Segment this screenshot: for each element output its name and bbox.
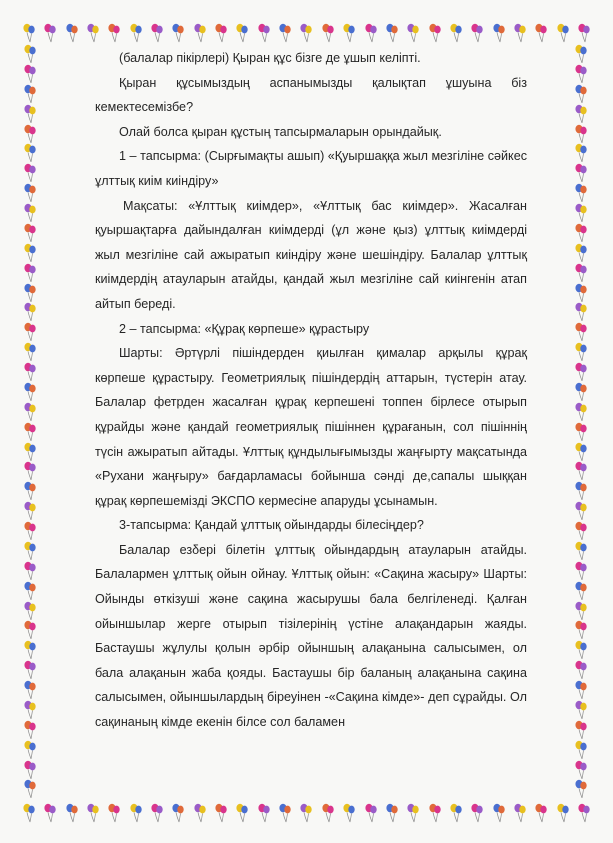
balloon-icon [23, 601, 37, 621]
balloon-icon [574, 541, 588, 561]
balloon-icon [574, 660, 588, 680]
balloon-icon [23, 183, 37, 203]
balloon-icon [235, 803, 249, 823]
balloon-icon [385, 23, 399, 43]
balloon-icon [574, 422, 588, 442]
balloon-icon [321, 23, 335, 43]
balloon-icon [574, 183, 588, 203]
balloon-icon [574, 64, 588, 84]
balloon-icon [129, 803, 143, 823]
balloon-icon [574, 163, 588, 183]
balloon-icon [23, 640, 37, 660]
balloon-icon [171, 803, 185, 823]
balloon-icon [574, 283, 588, 303]
balloon-icon [342, 803, 356, 823]
balloon-icon [23, 342, 37, 362]
balloon-icon [23, 720, 37, 740]
balloon-icon [22, 803, 36, 823]
balloon-icon [65, 23, 79, 43]
balloon-icon [406, 803, 420, 823]
balloon-icon [574, 243, 588, 263]
balloon-icon [574, 620, 588, 640]
balloon-icon [257, 23, 271, 43]
balloon-icon [574, 342, 588, 362]
balloon-icon [193, 803, 207, 823]
balloon-icon [107, 23, 121, 43]
balloon-icon [65, 803, 79, 823]
balloon-icon [43, 803, 57, 823]
balloon-icon [23, 680, 37, 700]
balloon-icon [23, 382, 37, 402]
balloon-icon [23, 223, 37, 243]
balloon-icon [574, 362, 588, 382]
balloon-icon [23, 461, 37, 481]
balloon-icon [23, 740, 37, 760]
balloon-icon [235, 23, 249, 43]
balloon-icon [23, 124, 37, 144]
balloon-icon [23, 481, 37, 501]
balloon-icon [22, 23, 36, 43]
balloon-icon [214, 23, 228, 43]
balloon-icon [171, 23, 185, 43]
balloon-icon [299, 23, 313, 43]
balloon-icon [574, 84, 588, 104]
document-body [95, 46, 527, 735]
balloon-icon [23, 581, 37, 601]
balloon-icon [23, 521, 37, 541]
paragraph-task-3-game: Балалар езδері білетін ұлттық ойындардың атауларын атайды. Балалармен ұлттық ойын ойнау. Ұлттық ойын: «Сақина жасыру» Шарты: Ойынды өткізуші және сақина жасырушы бала белгіленеді. Қалған ойыншылар жерге отырып тізілерінің үстіне алақандарын жаяды. Бастаушы жұлулы қолын әрбір ойыншың алақанына салысымен, ол бала алақанын жаба қояды. Бастаушы бір баланың алақанына сақина салысымен, ойыншылардың біреуінен -«Сақина кімде»- деп сұрайды. Ол сақинаның кімде екенін білсе сол баламен [95, 542, 527, 730]
paragraph-task-3-title: 3-тапсырма: Қандай ұлттық ойындарды білесіңдер? [119, 518, 424, 533]
balloon-icon [23, 541, 37, 561]
balloon-icon [23, 283, 37, 303]
paragraph-children-opinions: (балалар пікірлері) Қыран құс бізге де ұшып келіпті. [119, 51, 421, 65]
balloon-icon [23, 203, 37, 223]
balloon-icon [574, 601, 588, 621]
balloon-icon [574, 581, 588, 601]
balloon-icon [23, 84, 37, 104]
balloon-icon [574, 760, 588, 780]
balloon-icon [574, 501, 588, 521]
balloon-icon [150, 23, 164, 43]
balloon-icon [577, 23, 591, 43]
balloon-icon [23, 362, 37, 382]
balloon-icon [193, 23, 207, 43]
balloon-icon [364, 23, 378, 43]
balloon-icon [574, 143, 588, 163]
balloon-icon [23, 322, 37, 342]
balloon-icon [86, 803, 100, 823]
balloon-icon [342, 23, 356, 43]
paragraph-task-2-conditions: Шарты: Әртүрлі пішіндерден қиылған қималар арқылы құрақ көрпеше құрастыру. Геометриялық пішіндердің аттарын, түстерін атау. Балалар фетрден жасалған құрақ керпешені топпен бірлесе отырып құрайды және қандай геометриялық пішіннен құрағанын, сол пішіннің түсін ажыратып айтады. Ұлттық құндылығымызды жаңғырту мақсатында «Рухани жаңғыру» бағдарламасы бойынша сәнді де,сапалы шыққан құрақ көрпешемізді ЭКСПО кермесіне апаруды ұсынамын. [95, 346, 527, 508]
balloon-icon [23, 143, 37, 163]
balloon-icon [492, 803, 506, 823]
paragraph-task-1-title: 1 – тапсырма: (Сырғымақты ашып) «Қуыршаққа жыл мезгіліне сәйкес ұлттық киім киіндіру» [95, 149, 527, 188]
balloon-icon [129, 23, 143, 43]
paragraph-question-help: Қыран құсымыздың аспанымызды қалықтап ұшуына біз кемектесемізбе? [95, 75, 527, 115]
balloon-icon [150, 803, 164, 823]
balloon-icon [214, 803, 228, 823]
balloon-icon [574, 521, 588, 541]
balloon-icon [574, 680, 588, 700]
balloon-icon [574, 44, 588, 64]
balloon-icon [23, 104, 37, 124]
balloon-icon [299, 803, 313, 823]
balloon-icon [574, 104, 588, 124]
balloon-icon [574, 302, 588, 322]
balloon-icon [23, 779, 37, 799]
balloon-icon [428, 803, 442, 823]
balloon-icon [574, 720, 588, 740]
balloon-icon [574, 779, 588, 799]
balloon-icon [534, 803, 548, 823]
balloon-icon [449, 23, 463, 43]
balloon-icon [574, 442, 588, 462]
balloon-icon [23, 660, 37, 680]
balloon-icon [86, 23, 100, 43]
balloon-icon [556, 803, 570, 823]
balloon-icon [23, 243, 37, 263]
balloon-icon [23, 620, 37, 640]
balloon-icon [23, 302, 37, 322]
balloon-icon [23, 561, 37, 581]
decorative-border-top [22, 20, 591, 46]
balloon-icon [278, 803, 292, 823]
balloon-icon [556, 23, 570, 43]
balloon-icon [257, 803, 271, 823]
balloon-icon [385, 803, 399, 823]
balloon-icon [574, 124, 588, 144]
balloon-icon [513, 803, 527, 823]
balloon-icon [23, 64, 37, 84]
balloon-icon [449, 803, 463, 823]
paragraph-lets-do-tasks: Олай болса қыран құстың тапсырмаларын орындайық. [119, 124, 442, 139]
balloon-icon [574, 461, 588, 481]
balloon-icon [23, 700, 37, 720]
balloon-icon [574, 223, 588, 243]
balloon-icon [23, 163, 37, 183]
paragraph-task-2-title: 2 – тапсырма: «Құрақ көрпеше» құрастыру [119, 321, 370, 336]
balloon-icon [470, 23, 484, 43]
balloon-icon [43, 23, 57, 43]
balloon-icon [107, 803, 121, 823]
balloon-icon [574, 263, 588, 283]
balloon-icon [574, 322, 588, 342]
balloon-icon [574, 561, 588, 581]
balloon-icon [364, 803, 378, 823]
balloon-icon [492, 23, 506, 43]
decorative-border-left [18, 44, 42, 799]
balloon-icon [574, 740, 588, 760]
balloon-icon [23, 44, 37, 64]
balloon-icon [23, 442, 37, 462]
balloon-icon [574, 481, 588, 501]
balloon-icon [428, 23, 442, 43]
balloon-icon [23, 422, 37, 442]
balloon-icon [574, 640, 588, 660]
balloon-icon [23, 501, 37, 521]
balloon-icon [278, 23, 292, 43]
balloon-icon [574, 700, 588, 720]
balloon-icon [577, 803, 591, 823]
balloon-icon [574, 402, 588, 422]
balloon-icon [534, 23, 548, 43]
balloon-icon [321, 803, 335, 823]
balloon-icon [574, 382, 588, 402]
balloon-icon [23, 760, 37, 780]
balloon-icon [513, 23, 527, 43]
decorative-border-bottom [22, 800, 591, 826]
decorative-border-right [569, 44, 593, 799]
balloon-icon [23, 263, 37, 283]
balloon-icon [470, 803, 484, 823]
paragraph-task-1-goal: Мақсаты: «Ұлттық киімдер», «Ұлттық бас киімдер». Жасалған қуыршақтарға дайындалған киімдерді (ұл және қыз) ұлттық киімдерді жыл мезгіліне сай ажыратып киіндіру және шешіндіру. Балалар ұлттық киімдердің атауларын атайды, қандай жыл мезгіліне сай киінгенін атап айтып береді. [95, 198, 527, 311]
balloon-icon [23, 402, 37, 422]
balloon-icon [406, 23, 420, 43]
balloon-icon [574, 203, 588, 223]
